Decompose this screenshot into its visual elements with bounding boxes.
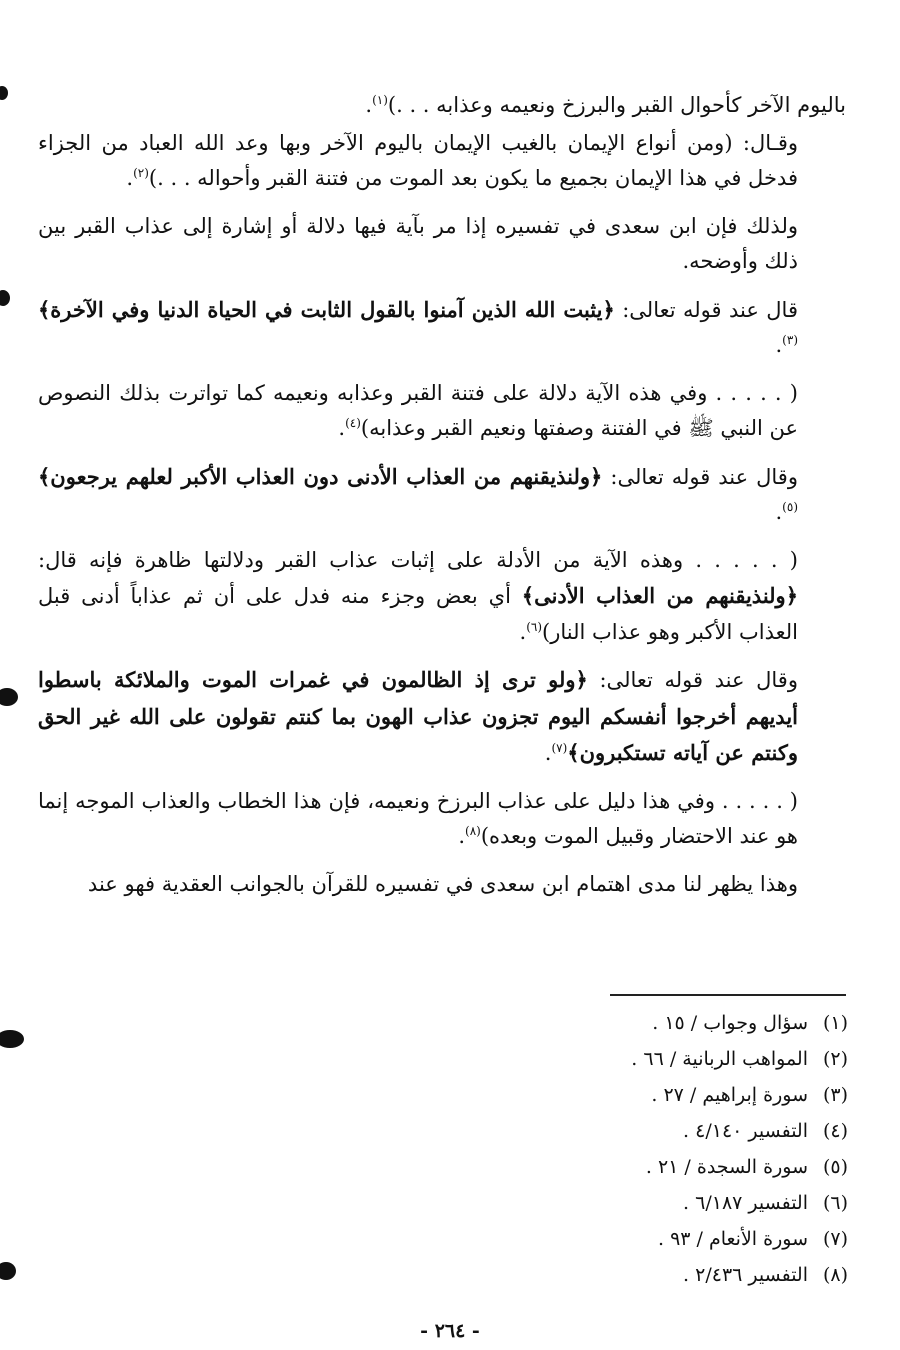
footnote-reference: (٢) <box>133 166 149 180</box>
footnote-item <box>428 1005 848 1041</box>
footnote-reference: (٤) <box>345 416 361 430</box>
text-run: ولذلك فإن ابن سعدى في تفسيره إذا مر بآية فيها دلالة أو إشارة إلى عذاب القبر بين ذلك وأوضحه. <box>38 213 798 273</box>
text-run: وقال عند قوله تعالى: <box>587 668 798 692</box>
text-run: . <box>775 333 783 357</box>
text-run: وقال عند قوله تعالى: <box>602 464 798 489</box>
footnote-reference: (٣) <box>782 333 798 347</box>
footnote-number: (٢) <box>822 1048 848 1070</box>
footnote-text: التفسير ٤/١٤٠ . <box>683 1120 808 1142</box>
text-run: وقـال: (ومن أنواع الإيمان بالغيب الإيمان باليوم الآخر وبها وعد الله العباد من الجزاء فدخل في هذا الإيمان بجميع ما يكون بعد الموت من فتنة القبر وأحواله . . .) <box>38 130 798 190</box>
footnote-number: (١) <box>822 1012 848 1034</box>
paragraph <box>38 209 846 280</box>
footnote-number: (٥) <box>822 1156 848 1178</box>
footnote-number: (٧) <box>822 1228 848 1250</box>
footnote-item <box>428 1185 848 1221</box>
footnote-divider <box>610 994 846 996</box>
footnote-text: المواهب الربانية / ٦٦ . <box>631 1048 808 1070</box>
paragraph <box>38 543 846 651</box>
footnote-item <box>428 1221 848 1257</box>
scan-mark <box>0 1262 16 1280</box>
text-run: . <box>458 824 466 848</box>
footnote-reference: (٥) <box>782 500 798 514</box>
footnote-text: سورة السجدة / ٢١ . <box>645 1156 808 1178</box>
footnote-text: التفسير ٦/١٨٧ . <box>683 1192 808 1214</box>
footnote-item <box>428 1113 848 1149</box>
page-number: - ٢٦٤ - <box>420 1320 480 1342</box>
paragraph <box>38 867 846 903</box>
text-run: . <box>544 741 552 765</box>
quran-verse: ﴿يثبت الله الذين آمنوا بالقول الثابت في الحياة الدنيا وفي الآخرة﴾ <box>38 296 615 322</box>
scan-mark <box>0 86 8 100</box>
text-run: . <box>519 619 527 644</box>
scan-mark <box>0 290 10 306</box>
main-text <box>38 88 846 914</box>
quran-verse: ﴿ولنذيقنهم من العذاب الأدنى﴾ <box>521 583 798 608</box>
footnote-reference: (٦) <box>526 619 543 634</box>
scan-mark <box>0 1030 24 1048</box>
footnotes <box>428 1005 848 1293</box>
footnote-reference: (٧) <box>551 741 568 755</box>
text-run: ( . . . . . وفي هذا دليل على عذاب البرزخ ونعيمه، فإن هذا الخطاب والعذاب الموجه إنما هو عند الاحتضار وقبيل الموت وبعده) <box>38 788 798 848</box>
footnote-text: سورة الأنعام / ٩٣ . <box>657 1228 808 1250</box>
quran-verse: ﴿ولو ترى إذ الظالمون في غمرات الموت والملائكة باسطوا أيديهم أخرجوا أنفسكم اليوم تجزون عذاب الهون بما كنتم تقولون على الله غير الحق وكنتم عن آياته تستكبرون﴾ <box>38 667 798 765</box>
text-run: ( . . . . . وفي هذه الآية دلالة على فتنة القبر وعذابه ونعيمه كما تواترت بذلك النصوص عن النبي ﷺ في الفتنة وصفتها ونعيم القبر وعذابه) <box>38 380 798 440</box>
footnote-number: (٦) <box>822 1192 848 1214</box>
text-run: أي بعض وجزء منه فدل على أن ثم عذاباً أدنى قبل العذاب الأكبر وهو عذاب النار) <box>38 584 798 644</box>
footnote-text: سورة إبراهيم / ٢٧ . <box>651 1084 808 1106</box>
text-run: وهذا يظهر لنا مدى اهتمام ابن سعدى في تفسيره للقرآن بالجوانب العقدية فهو عند <box>87 871 798 896</box>
text-run: . <box>338 416 346 440</box>
footnote-text: التفسير ٢/٤٣٦ . <box>683 1264 808 1286</box>
footnote-number: (٨) <box>822 1264 848 1286</box>
text-run: قال عند قوله تعالى: <box>614 297 798 322</box>
quran-verse: ﴿ولنذيقنهم من العذاب الأدنى دون العذاب الأكبر لعلهم يرجعون﴾ <box>38 463 603 489</box>
paragraph <box>38 662 846 772</box>
footnote-item <box>428 1041 848 1077</box>
scan-mark <box>0 688 18 706</box>
footnote-reference: (١) <box>372 93 388 107</box>
paragraph <box>38 126 846 197</box>
paragraph <box>38 784 846 855</box>
paragraph <box>38 459 846 531</box>
footnote-reference: (٨) <box>465 824 481 838</box>
text-run: ( . . . . . وهذه الآية من الأدلة على إثبات عذاب القبر ودلالتها ظاهرة فإنه قال: <box>38 547 798 572</box>
footnote-item <box>428 1077 848 1113</box>
text-run: . <box>775 500 783 524</box>
paragraph <box>38 292 846 364</box>
paragraph <box>38 376 846 447</box>
text-run: باليوم الآخر كأحوال القبر والبرزخ ونعيمه وعذابه . . .) <box>387 93 846 117</box>
footnote-number: (٤) <box>822 1120 848 1142</box>
footnote-text: سؤال وجواب / ١٥ . <box>652 1012 808 1034</box>
text-run: . <box>365 93 373 117</box>
footnote-item <box>428 1149 848 1185</box>
text-run: . <box>126 166 134 190</box>
paragraph <box>38 88 846 124</box>
footnote-item <box>428 1257 848 1293</box>
footnote-number: (٣) <box>822 1084 848 1106</box>
